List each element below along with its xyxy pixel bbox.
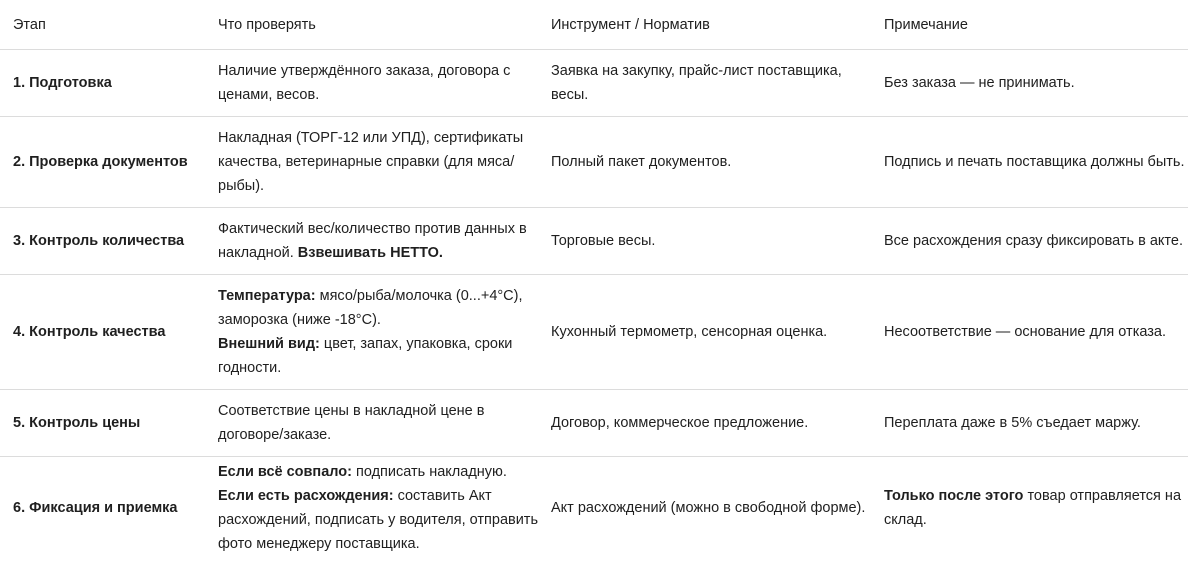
table-row xyxy=(0,275,1188,390)
note-text: Без заказа — не принимать. xyxy=(884,75,1075,91)
table-row xyxy=(0,117,1188,208)
header-what-to-check: Что проверять xyxy=(205,0,538,50)
table-header-row xyxy=(0,0,1188,50)
note-cell xyxy=(871,457,1188,560)
check-text: Фактический вес/количество против данных в накладной. xyxy=(218,221,527,261)
tool-cell: Кухонный термометр, сенсорная оценка. xyxy=(538,275,871,390)
table-row xyxy=(0,208,1188,275)
check-bold-text: Температура: xyxy=(218,288,316,304)
note-text: Переплата даже в 5% съедает маржу. xyxy=(884,415,1141,431)
tool-cell: Договор, коммерческое предложение. xyxy=(538,390,871,457)
stage-cell: 1. Подготовка xyxy=(0,50,205,117)
check-text: цвет, запах, упаковка, сроки годности. xyxy=(218,336,513,376)
note-cell xyxy=(871,208,1188,275)
note-cell xyxy=(871,275,1188,390)
note-cell xyxy=(871,390,1188,457)
note-text: Подпись и печать поставщика должны быть. xyxy=(884,154,1185,170)
note-text: Все расхождения сразу фиксировать в акте. xyxy=(884,233,1183,249)
stage-cell: 2. Проверка документов xyxy=(0,117,205,208)
check-text: подписать накладную. xyxy=(351,464,507,480)
header-note: Примечание xyxy=(871,0,1188,50)
check-line-appearance xyxy=(218,332,538,380)
check-line-match xyxy=(218,460,538,484)
check-bold-text: Если всё совпало: xyxy=(218,464,352,480)
check-bold-text: Внешний вид: xyxy=(218,336,320,352)
check-text: Наличие утверждённого заказа, договора с ценами, весов. xyxy=(218,63,511,103)
check-cell xyxy=(205,208,538,275)
header-tool-norm: Инструмент / Норматив xyxy=(538,0,871,50)
check-bold-text: Взвешивать НЕТТО. xyxy=(297,245,443,261)
table-row xyxy=(0,390,1188,457)
tool-cell: Заявка на закупку, прайс-лист поставщика, весы. xyxy=(538,50,871,117)
tool-cell: Торговые весы. xyxy=(538,208,871,275)
check-text: мясо/рыба/молочка (0...+4°C), заморозка (ниже -18°C). xyxy=(218,288,523,328)
check-bold-text: Если есть расхождения: xyxy=(218,488,394,504)
stage-cell: 5. Контроль цены xyxy=(0,390,205,457)
table-row xyxy=(0,50,1188,117)
note-cell xyxy=(871,50,1188,117)
check-cell xyxy=(205,275,538,390)
stage-cell: 4. Контроль качества xyxy=(0,275,205,390)
table-row xyxy=(0,457,1188,560)
check-line-temperature xyxy=(218,284,538,332)
check-text: Накладная (ТОРГ-12 или УПД), сертификаты качества, ветеринарные справки (для мяса/рыбы). xyxy=(218,130,524,194)
check-text: Соответствие цены в накладной цене в договоре/заказе. xyxy=(218,403,485,443)
check-cell xyxy=(205,50,538,117)
check-line-discrepancy xyxy=(218,484,538,556)
check-cell xyxy=(205,117,538,208)
tool-cell: Полный пакет документов. xyxy=(538,117,871,208)
tool-cell: Акт расхождений (можно в свободной форме). xyxy=(551,500,866,516)
note-cell xyxy=(871,117,1188,208)
header-stage: Этап xyxy=(0,0,205,50)
note-bold-text: Только после этого xyxy=(884,488,1024,504)
note-text: товар отправляется на склад. xyxy=(884,488,1182,528)
stage-cell: 6. Фиксация и приемка xyxy=(13,500,178,516)
check-cell xyxy=(205,390,538,457)
check-text: составить Акт расхождений, подписать у водителя, отправить фото менеджеру поставщика. xyxy=(218,488,539,552)
note-text: Несоответствие — основание для отказа. xyxy=(884,324,1166,340)
check-cell xyxy=(205,457,538,560)
stage-cell: 3. Контроль количества xyxy=(0,208,205,275)
